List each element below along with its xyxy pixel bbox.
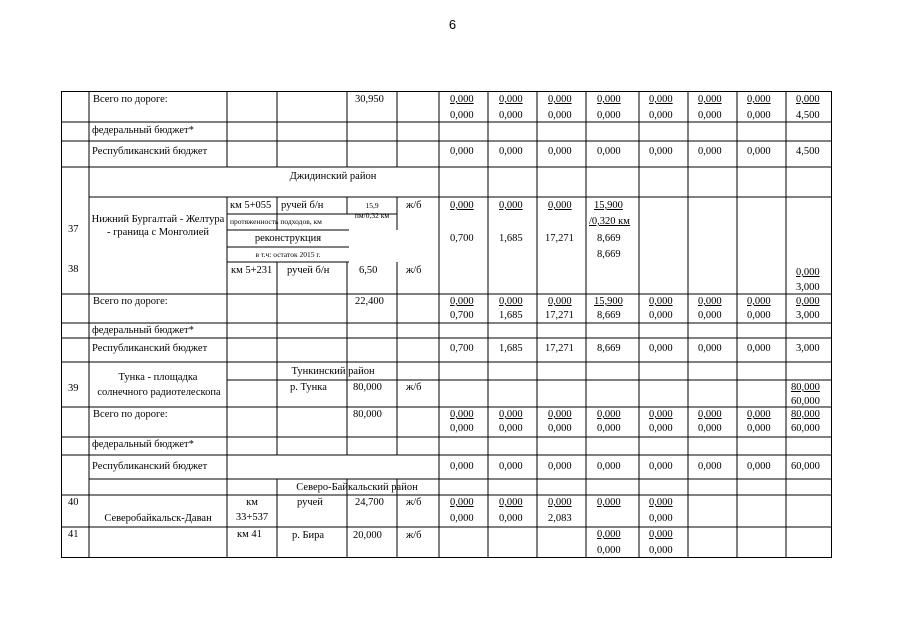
value-cell: 0,000	[597, 94, 621, 105]
type-cell: ж/б	[406, 265, 422, 276]
value-cell: 0,000	[796, 296, 820, 307]
type-cell: ж/б	[406, 497, 422, 508]
value-cell: 2,083	[548, 513, 572, 524]
value-cell: 60,000	[791, 461, 820, 472]
value-cell: 0,000	[649, 497, 673, 508]
km-cell: км 5+231	[231, 265, 273, 276]
total-length: 22,400	[355, 296, 384, 307]
value-cell: 0,000	[698, 409, 722, 420]
total-label: Всего по дороге:	[93, 296, 168, 307]
republic-label: Республиканский бюджет	[92, 461, 208, 472]
value-cell: 0,000	[450, 423, 474, 434]
value-cell: 0,000	[698, 461, 722, 472]
value-cell: 0,000	[649, 94, 673, 105]
row-number: 40	[68, 497, 79, 508]
value-cell: 0,000	[649, 343, 673, 354]
length-cell: 80,000	[353, 382, 382, 393]
value-cell: 0,000	[698, 110, 722, 121]
total-label: Всего по дороге:	[93, 409, 168, 420]
km-cell: 33+537	[235, 512, 269, 523]
value-cell: 1,685	[499, 310, 523, 321]
length-cell: 15,9	[365, 201, 379, 210]
value-cell: 8,669	[597, 249, 621, 260]
type-cell: ж/б	[406, 200, 422, 211]
value-cell: 0,000	[450, 200, 474, 211]
value-cell: 0,000	[649, 110, 673, 121]
value-cell: 0,000	[499, 94, 523, 105]
federal-label: федеральный бюджет*	[92, 325, 194, 336]
object-cell: ручей	[297, 497, 323, 508]
value-cell: 0,000	[747, 296, 771, 307]
value-cell: 0,000	[450, 94, 474, 105]
district-heading: Тункинский район	[291, 366, 375, 377]
value-cell: 0,000	[796, 267, 820, 278]
value-cell: 3,000	[796, 310, 820, 321]
value-cell: 0,000	[698, 146, 722, 157]
republic-label: Республиканский бюджет	[92, 343, 208, 354]
value-cell: 0,000	[649, 529, 673, 540]
value-cell: 0,000	[499, 146, 523, 157]
value-cell: 0,000	[450, 461, 474, 472]
value-cell: 80,000	[791, 382, 820, 393]
road-program-table	[61, 91, 832, 558]
value-cell: 0,000	[499, 110, 523, 121]
value-cell: 0,000	[649, 461, 673, 472]
value-cell: 15,900	[594, 200, 623, 211]
value-cell: 0,000	[499, 513, 523, 524]
value-cell: 1,685	[499, 343, 523, 354]
object-cell: ручей б/н	[287, 265, 330, 276]
km-cell: км 41	[237, 529, 262, 540]
value-cell: 0,000	[649, 423, 673, 434]
republic-label: Республиканский бюджет	[92, 146, 208, 157]
row-number: 39	[68, 383, 79, 394]
value-cell: 0,000	[450, 146, 474, 157]
value-cell: 3,000	[796, 282, 820, 293]
length-cell: 6,50	[359, 265, 378, 276]
value-cell: 0,000	[499, 497, 523, 508]
type-cell: ж/б	[406, 530, 422, 541]
value-cell: 0,000	[747, 310, 771, 321]
value-cell: 0,000	[649, 409, 673, 420]
object-cell: ручей б/н	[281, 200, 324, 211]
value-cell: 0,000	[649, 310, 673, 321]
value-cell: 0,000	[698, 94, 722, 105]
value-cell: 0,000	[747, 343, 771, 354]
value-cell: 0,000	[548, 423, 572, 434]
work-type: реконструкция	[254, 233, 322, 244]
length-cell: 20,000	[353, 530, 382, 541]
value-cell: 0,000	[499, 423, 523, 434]
federal-label: федеральный бюджет*	[92, 439, 194, 450]
value-cell: 0,000	[747, 146, 771, 157]
type-cell: ж/б	[406, 382, 422, 393]
federal-label: федеральный бюджет*	[92, 125, 194, 136]
value-cell: 0,000	[698, 310, 722, 321]
value-cell: 0,000	[548, 497, 572, 508]
value-cell: 0,000	[649, 296, 673, 307]
remainder-note: в т.ч: остаток 2015 г.	[255, 250, 321, 259]
value-cell: 0,700	[450, 233, 474, 244]
value-cell: 0,000	[597, 409, 621, 420]
total-label: Всего по дороге:	[93, 94, 168, 105]
value-cell: 17,271	[545, 343, 574, 354]
row-number: 38	[68, 264, 79, 275]
value-cell: 0,000	[499, 296, 523, 307]
value-cell: 0,000	[747, 94, 771, 105]
value-cell: 80,000	[791, 409, 820, 420]
value-cell: 0,000	[499, 409, 523, 420]
value-cell: 0,000	[597, 545, 621, 556]
approach-note: протяженность подходов, км	[230, 217, 322, 226]
road-name: солнечного радиотелескопа	[97, 387, 221, 398]
value-cell: 0,000	[450, 296, 474, 307]
value-cell: 0,000	[597, 529, 621, 540]
value-cell: 4,500	[796, 110, 820, 121]
value-cell: 0,000	[747, 110, 771, 121]
value-cell: 0,000	[450, 110, 474, 121]
value-cell: 8,669	[597, 310, 621, 321]
value-cell: 0,000	[548, 110, 572, 121]
value-cell: 0,000	[499, 461, 523, 472]
value-cell: 0,000	[597, 461, 621, 472]
value-cell: 17,271	[545, 310, 574, 321]
value-cell: 0,000	[747, 461, 771, 472]
value-cell: 8,669	[597, 343, 621, 354]
value-cell: 0,000	[698, 343, 722, 354]
district-heading: Джидинский район	[289, 171, 377, 182]
value-cell: 0,000	[548, 296, 572, 307]
value-cell: 0,000	[796, 94, 820, 105]
object-cell: р. Тунка	[290, 382, 327, 393]
value-cell: 0,000	[597, 146, 621, 157]
district-heading: Северо-Байкальский район	[296, 482, 418, 493]
value-cell: 0,000	[548, 200, 572, 211]
road-name: Тунка - площадка	[118, 372, 198, 383]
value-cell: 3,000	[796, 343, 820, 354]
value-cell: 0,000	[698, 423, 722, 434]
value-cell: 60,000	[791, 423, 820, 434]
value-cell: 0,000	[597, 497, 621, 508]
value-cell: 0,000	[548, 146, 572, 157]
value-cell: 0,000	[499, 200, 523, 211]
value-cell: 0,000	[597, 423, 621, 434]
total-length: 30,950	[355, 94, 384, 105]
page-number: 6	[448, 17, 457, 32]
value-cell: 0,000	[597, 110, 621, 121]
row-number: 37	[68, 224, 79, 235]
value-cell: 0,000	[649, 146, 673, 157]
value-cell: 0,000	[548, 461, 572, 472]
total-length: 80,000	[353, 409, 382, 420]
value-cell: 4,500	[796, 146, 820, 157]
row-number: 41	[68, 529, 79, 540]
value-cell: 0,000	[450, 497, 474, 508]
length-cell: 24,700	[355, 497, 384, 508]
value-cell: 0,700	[450, 343, 474, 354]
object-cell: р. Бира	[292, 530, 325, 541]
value-cell: 0,000	[548, 409, 572, 420]
value-cell: 0,000	[450, 513, 474, 524]
value-cell: 0,000	[649, 513, 673, 524]
value-cell: 0,700	[450, 310, 474, 321]
value-cell: 8,669	[597, 233, 621, 244]
length-sub: пм/0,32 км	[354, 211, 390, 220]
value-cell: 0,000	[649, 545, 673, 556]
value-cell: 60,000	[791, 396, 820, 407]
value-cell: 0,000	[698, 296, 722, 307]
road-name: Северобайкальск-Даван	[104, 513, 212, 524]
value-cell: 1,685	[499, 233, 523, 244]
km-cell: км	[246, 497, 258, 508]
value-cell: 0,000	[548, 94, 572, 105]
value-cell: 15,900	[594, 296, 623, 307]
value-cell: 0,000	[747, 423, 771, 434]
value-cell: 0,000	[450, 409, 474, 420]
value-cell: /0,320 км	[589, 216, 630, 227]
road-name: Нижний Бургалтай - Желтура - граница с Монголией	[91, 214, 225, 238]
value-cell: 0,000	[747, 409, 771, 420]
km-cell: км 5+055	[230, 200, 272, 211]
value-cell: 17,271	[545, 233, 574, 244]
